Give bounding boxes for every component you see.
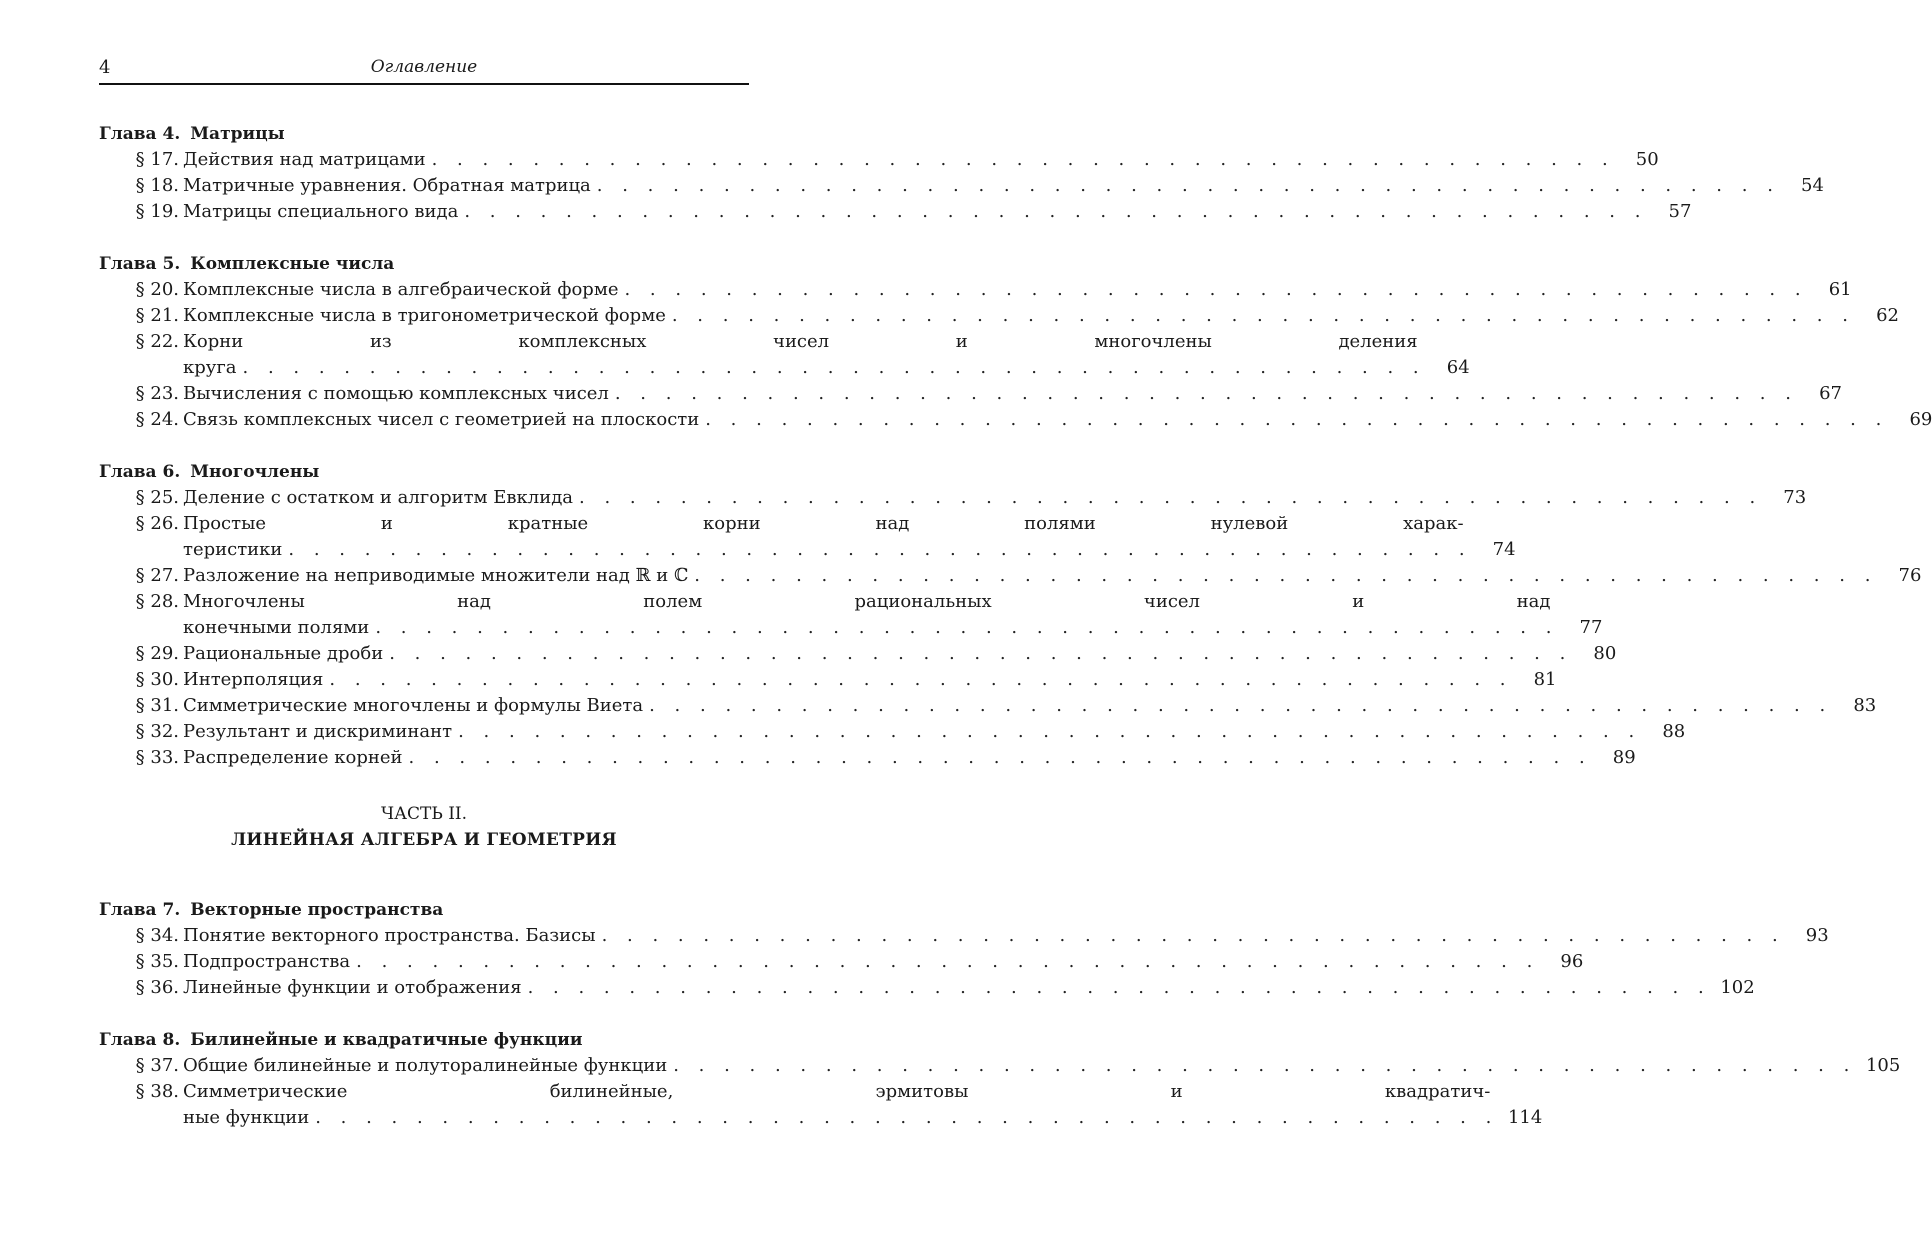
page-ref: 69 [1909, 409, 1932, 430]
entry-body [183, 381, 1842, 407]
page [99, 0, 1932, 1240]
chapter-label: Глава 4. [99, 124, 181, 144]
section-number: § 33. [135, 747, 179, 768]
entry-title: Комплексные числа в алгебраической форме [183, 279, 619, 300]
toc-entry[interactable] [99, 745, 1636, 771]
toc-entry[interactable] [99, 563, 1922, 589]
entry-body [183, 147, 1659, 173]
entry-title: Вычисления с помощью комплексных чисел [183, 383, 609, 404]
entry-body [183, 923, 1829, 949]
section-number: § 26. [135, 513, 179, 534]
section-number: § 17. [135, 149, 179, 170]
entry-body [183, 745, 1636, 771]
entry-body [183, 485, 1806, 511]
entry-last-line [183, 199, 1691, 225]
dot-leader: . . . . . . . . . . . . . . . . . . . . . . . . . . . . . . . . . . . . . . . . . . . . . . . [694, 565, 1878, 586]
entry-last-line [183, 303, 1899, 329]
entry-title: Общие билинейные и полуторалинейные функции [183, 1055, 668, 1076]
section-number: § 23. [135, 383, 179, 404]
table-of-contents [99, 121, 1932, 1157]
entry-title: конечными полями [183, 617, 370, 638]
toc-entry[interactable] [99, 147, 1659, 173]
chapter-label: Глава 8. [99, 1030, 181, 1050]
page-ref: 80 [1593, 643, 1617, 664]
entry-body [183, 199, 1691, 225]
entry-last-line [183, 355, 1470, 381]
entry-last-line [183, 693, 1876, 719]
dot-leader: . . . . . . . . . . . . . . . . . . . . . . . . . . . . . . . . . . . . . . . . . . . . . . . [288, 539, 1472, 560]
section-number: § 29. [135, 643, 179, 664]
section-number: § 37. [135, 1055, 179, 1076]
page-ref: 61 [1828, 279, 1852, 300]
page-ref: 114 [1507, 1107, 1543, 1128]
toc-entry[interactable] [99, 641, 1617, 667]
dot-leader: . . . . . . . . . . . . . . . . . . . . . . . . . . . . . . . . . . . . . . . . . . . . . . . [356, 951, 1540, 972]
chapter-name: Комплексные числа [190, 254, 395, 274]
section-number: § 28. [135, 591, 179, 612]
part-two-chapters [99, 897, 1901, 1131]
section-number: § 31. [135, 695, 179, 716]
entry-title: Рациональные дроби [183, 643, 384, 664]
entry-body [183, 719, 1685, 745]
entry-body [183, 667, 1557, 693]
entry-body [183, 589, 1602, 641]
entry-body [183, 511, 1516, 563]
entry-title-line: Симметрические билинейные, эрмитовы и квадратич- [183, 1081, 1491, 1102]
chapter-name: Билинейные и квадратичные функции [190, 1030, 583, 1050]
entry-body [183, 407, 1932, 433]
entry-last-line [183, 1053, 1900, 1079]
chapter-title [99, 459, 749, 485]
page-ref: 93 [1805, 925, 1829, 946]
toc-entry[interactable] [99, 381, 1842, 407]
entry-last-line [183, 667, 1557, 693]
page-ref: 77 [1579, 617, 1603, 638]
page-ref: 89 [1612, 747, 1636, 768]
entry-title: Связь комплексных чисел с геометрией на плоскости [183, 409, 700, 430]
chapter-title [99, 251, 749, 277]
entry-last-line [183, 923, 1829, 949]
entry-body [183, 277, 1852, 303]
dot-leader: . . . . . . . . . . . . . . . . . . . . . . . . . . . . . . . . . . . . . . . . . . . . . . . [315, 1107, 1499, 1128]
entry-title: Комплексные числа в тригонометрической форме [183, 305, 666, 326]
entry-last-line [183, 277, 1852, 303]
chapter-name: Матрицы [190, 124, 285, 144]
chapter [99, 1027, 1901, 1131]
entry-body [183, 303, 1899, 329]
toc-entry[interactable] [99, 975, 1755, 1001]
entry-title: теристики [183, 539, 283, 560]
entry-body [183, 1079, 1542, 1131]
dot-leader: . . . . . . . . . . . . . . . . . . . . . . . . . . . . . . . . . . . . . . . . . . . . . . . [458, 721, 1642, 742]
page-ref: 105 [1865, 1055, 1901, 1076]
entry-body [183, 641, 1616, 667]
page-number: 4 [99, 57, 111, 78]
dot-leader: . . . . . . . . . . . . . . . . . . . . . . . . . . . . . . . . . . . . . . . . . . . . . . . [671, 305, 1855, 326]
part-title: ЛИНЕЙНАЯ АЛГЕБРА И ГЕОМЕТРИЯ [231, 830, 617, 850]
section-number: § 38. [135, 1081, 179, 1102]
entry-last-line [183, 949, 1583, 975]
part-heading [99, 801, 749, 853]
section-number: § 25. [135, 487, 179, 508]
entry-title: Разложение на неприводимые множители над ℝ и ℂ [183, 565, 689, 586]
page-ref: 83 [1853, 695, 1877, 716]
section-number: § 24. [135, 409, 179, 430]
toc-entry[interactable] [99, 1053, 1901, 1079]
entry-last-line [183, 563, 1921, 589]
page-ref: 96 [1560, 951, 1584, 972]
dot-leader: . . . . . . . . . . . . . . . . . . . . . . . . . . . . . . . . . . . . . . . . . . . . . . . [614, 383, 1798, 404]
entry-title: Матрицы специального вида [183, 201, 459, 222]
entry-last-line [183, 719, 1685, 745]
toc-entry[interactable] [99, 589, 1603, 641]
entry-title: Подпространства [183, 951, 351, 972]
section-number: § 21. [135, 305, 179, 326]
section-number: § 36. [135, 977, 179, 998]
page-ref: 62 [1876, 305, 1899, 326]
toc-entry[interactable] [99, 667, 1557, 693]
dot-leader: . . . . . . . . . . . . . . . . . . . . . . . . . . . . . . . . . . . . . . . . . . . . . . . [464, 201, 1648, 222]
entry-body [183, 329, 1470, 381]
entry-title: Результант и дискриминант [183, 721, 453, 742]
entry-title: Распределение корней [183, 747, 403, 768]
entry-last-line [183, 407, 1932, 433]
toc-entry[interactable] [99, 949, 1584, 975]
section-number: § 20. [135, 279, 179, 300]
page-ref: 73 [1783, 487, 1807, 508]
toc-entry[interactable] [99, 303, 1899, 329]
dot-leader: . . . . . . . . . . . . . . . . . . . . . . . . . . . . . . . . . . . . . . . . . . . . . . . [408, 747, 1592, 768]
section-number: § 35. [135, 951, 179, 972]
entry-body [183, 975, 1755, 1001]
section-number: § 18. [135, 175, 179, 196]
entry-title: круга [183, 357, 237, 378]
dot-leader: . . . . . . . . . . . . . . . . . . . . . . . . . . . . . . . . . . . . . . . . . . . . . . . [673, 1055, 1857, 1076]
toc-entry[interactable] [99, 277, 1852, 303]
entry-last-line [183, 975, 1755, 1001]
chapter [99, 897, 1829, 1001]
chapter-label: Глава 6. [99, 462, 181, 482]
page-ref: 54 [1801, 175, 1824, 196]
entry-title-line: Многочлены над полем рациональных чисел и над [183, 591, 1551, 612]
entry-title: Линейные функции и отображения [183, 977, 522, 998]
page-ref: 74 [1492, 539, 1516, 560]
entry-title: Понятие векторного пространства. Базисы [183, 925, 596, 946]
section-number: § 19. [135, 201, 179, 222]
section-number: § 27. [135, 565, 179, 586]
toc-entry[interactable] [99, 329, 1470, 381]
entry-title: Интерполяция [183, 669, 324, 690]
page-ref: 50 [1635, 149, 1659, 170]
entry-title: Матричные уравнения. Обратная матрица [183, 175, 591, 196]
toc-entry[interactable] [99, 511, 1516, 563]
page-ref: 81 [1533, 669, 1557, 690]
section-number: § 30. [135, 669, 179, 690]
chapter-label: Глава 7. [99, 900, 181, 920]
entry-body [183, 563, 1921, 589]
section-number: § 32. [135, 721, 179, 742]
entry-last-line [183, 537, 1516, 563]
page-ref: 57 [1668, 201, 1692, 222]
section-number: § 34. [135, 925, 179, 946]
dot-leader: . . . . . . . . . . . . . . . . . . . . . . . . . . . . . . . . . . . . . . . . . . . . . . . [579, 487, 1763, 508]
entry-body [183, 173, 1824, 199]
page-ref: 67 [1819, 383, 1842, 404]
entry-title-line: Простые и кратные корни над полями нулевой харак- [183, 513, 1464, 534]
page-ref: 76 [1898, 565, 1922, 586]
dot-leader: . . . . . . . . . . . . . . . . . . . . . . . . . . . . . . . . . . . . . . . . . . . . . . . [601, 925, 1785, 946]
dot-leader: . . . . . . . . . . . . . . . . . . . . . . . . . . . . . . . . . . . . . . . . . . . . . . . [527, 977, 1711, 998]
entry-last-line [183, 1105, 1542, 1131]
entry-body [183, 693, 1876, 719]
dot-leader: . . . . . . . . . . . . . . . . . . . . . . . . . . . . . . . . . . . . . . . . . . . . . . . [389, 643, 1573, 664]
part-number: ЧАСТЬ II. [380, 804, 468, 824]
entry-last-line [183, 641, 1616, 667]
chapter [99, 121, 1824, 225]
entry-last-line [183, 485, 1806, 511]
toc-entry[interactable] [99, 1079, 1543, 1131]
entry-last-line [183, 615, 1602, 641]
toc-entry[interactable] [99, 173, 1824, 199]
chapter-title [99, 1027, 749, 1053]
entry-title: Деление с остатком и алгоритм Евклида [183, 487, 574, 508]
toc-entry[interactable] [99, 407, 1932, 433]
page-ref: 102 [1720, 977, 1755, 998]
dot-leader: . . . . . . . . . . . . . . . . . . . . . . . . . . . . . . . . . . . . . . . . . . . . . . . [431, 149, 1615, 170]
chapter-label: Глава 5. [99, 254, 181, 274]
dot-leader: . . . . . . . . . . . . . . . . . . . . . . . . . . . . . . . . . . . . . . . . . . . . . . . [624, 279, 1808, 300]
chapter [99, 251, 1932, 433]
dot-leader: . . . . . . . . . . . . . . . . . . . . . . . . . . . . . . . . . . . . . . . . . . . . . . . [329, 669, 1513, 690]
dot-leader: . . . . . . . . . . . . . . . . . . . . . . . . . . . . . . . . . . . . . . . . . . . . . . . [705, 409, 1889, 430]
dot-leader: . . . . . . . . . . . . . . . . . . . . . . . . . . . . . . . . . . . . . . . . . . . . . . . [596, 175, 1780, 196]
entry-body [183, 1053, 1900, 1079]
chapter-name: Векторные пространства [190, 900, 444, 920]
entry-last-line [183, 147, 1659, 173]
entry-title: Действия над матрицами [183, 149, 426, 170]
entry-title-line: Корни из комплексных чисел и многочлены деления [183, 331, 1418, 352]
toc-entry[interactable] [99, 923, 1829, 949]
running-title: Оглавление [370, 57, 478, 77]
toc-entry[interactable] [99, 719, 1686, 745]
chapter-name: Многочлены [190, 462, 320, 482]
chapter-title [99, 897, 749, 923]
entry-last-line [183, 381, 1842, 407]
dot-leader: . . . . . . . . . . . . . . . . . . . . . . . . . . . . . . . . . . . . . . . . . . . . . . . [649, 695, 1833, 716]
page-ref: 64 [1446, 357, 1470, 378]
entry-title: Симметрические многочлены и формулы Виета [183, 695, 644, 716]
page-ref: 88 [1662, 721, 1686, 742]
part-one-chapters [99, 121, 1932, 771]
entry-title: ные функции [183, 1107, 310, 1128]
dot-leader: . . . . . . . . . . . . . . . . . . . . . . . . . . . . . . . . . . . . . . . . . . . . . . . [242, 357, 1426, 378]
toc-entry[interactable] [99, 199, 1692, 225]
toc-entry[interactable] [99, 693, 1877, 719]
entry-last-line [183, 745, 1636, 771]
chapter [99, 459, 1922, 771]
entry-body [183, 949, 1583, 975]
entry-last-line [183, 173, 1824, 199]
section-number: § 22. [135, 331, 179, 352]
page-header [99, 57, 749, 85]
dot-leader: . . . . . . . . . . . . . . . . . . . . . . . . . . . . . . . . . . . . . . . . . . . . . . . [375, 617, 1559, 638]
toc-entry[interactable] [99, 485, 1807, 511]
chapter-title [99, 121, 749, 147]
